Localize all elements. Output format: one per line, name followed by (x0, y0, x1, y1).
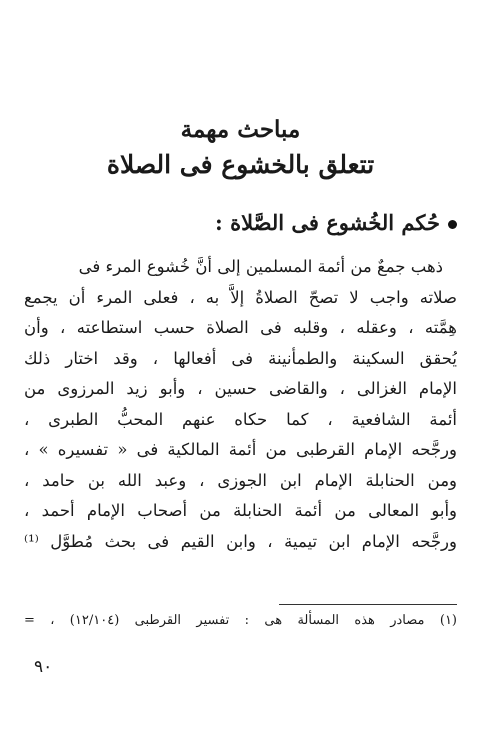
paragraph-line: أئمة الشافعية ، كما حكاه عنهم المحبُّ الطبرى ، (24, 409, 457, 429)
paragraph-line: ورجَّحه الإمام القرطبى من أئمة المالكية فى « تفسيره » ، (24, 440, 457, 459)
section-heading (215, 210, 457, 235)
footnote: (١) مصادر هذه المسألة هى : تفسير القرطبى (١٢/١٠٤) ، = (24, 613, 457, 628)
paragraph-line: يُحقق السكينة والطمأنينة فى أفعالها ، وقد اختار ذلك (24, 348, 457, 368)
bullet-icon (448, 220, 457, 229)
page-title: مباحث مهمة (180, 116, 301, 143)
paragraph-line: صلاته واجب لا تصحّ الصلاةُ إلاَّ به ، فعلى المرء أن يجمع (24, 287, 457, 307)
page-subtitle: تتعلق بالخشوع فى الصلاة (106, 150, 375, 179)
paragraph-line: هِمَّته ، وعقله ، وقلبه فى الصلاة حسب استطاعته ، وأن (24, 318, 457, 337)
paragraph-line: ومن الحنابلة الإمام ابن الجوزى ، وعبد الله بن حامد ، (24, 470, 457, 490)
body-paragraph (24, 252, 457, 557)
section-heading-text: حُكم الخُشوع فى الصَّلاة : (215, 210, 440, 235)
paragraph-line: ورجَّحه الإمام ابن تيمية ، وابن القيم فى بحث مُطوَّل ⁽¹⁾ (24, 531, 457, 551)
paragraph-line: وأبو المعالى من أئمة الحنابلة من أصحاب الإمام أحمد ، (24, 501, 457, 520)
page-number: ٩٠ (34, 657, 53, 677)
paragraph-line: الإمام الغزالى ، والقاضى حسين ، وأبو زيد المرزوى من (24, 379, 457, 398)
footnote-divider (279, 604, 457, 605)
paragraph-line: ذهب جمعٌ من أئمة المسلمين إلى أنَّ خُشوع المرء فى (78, 257, 443, 276)
